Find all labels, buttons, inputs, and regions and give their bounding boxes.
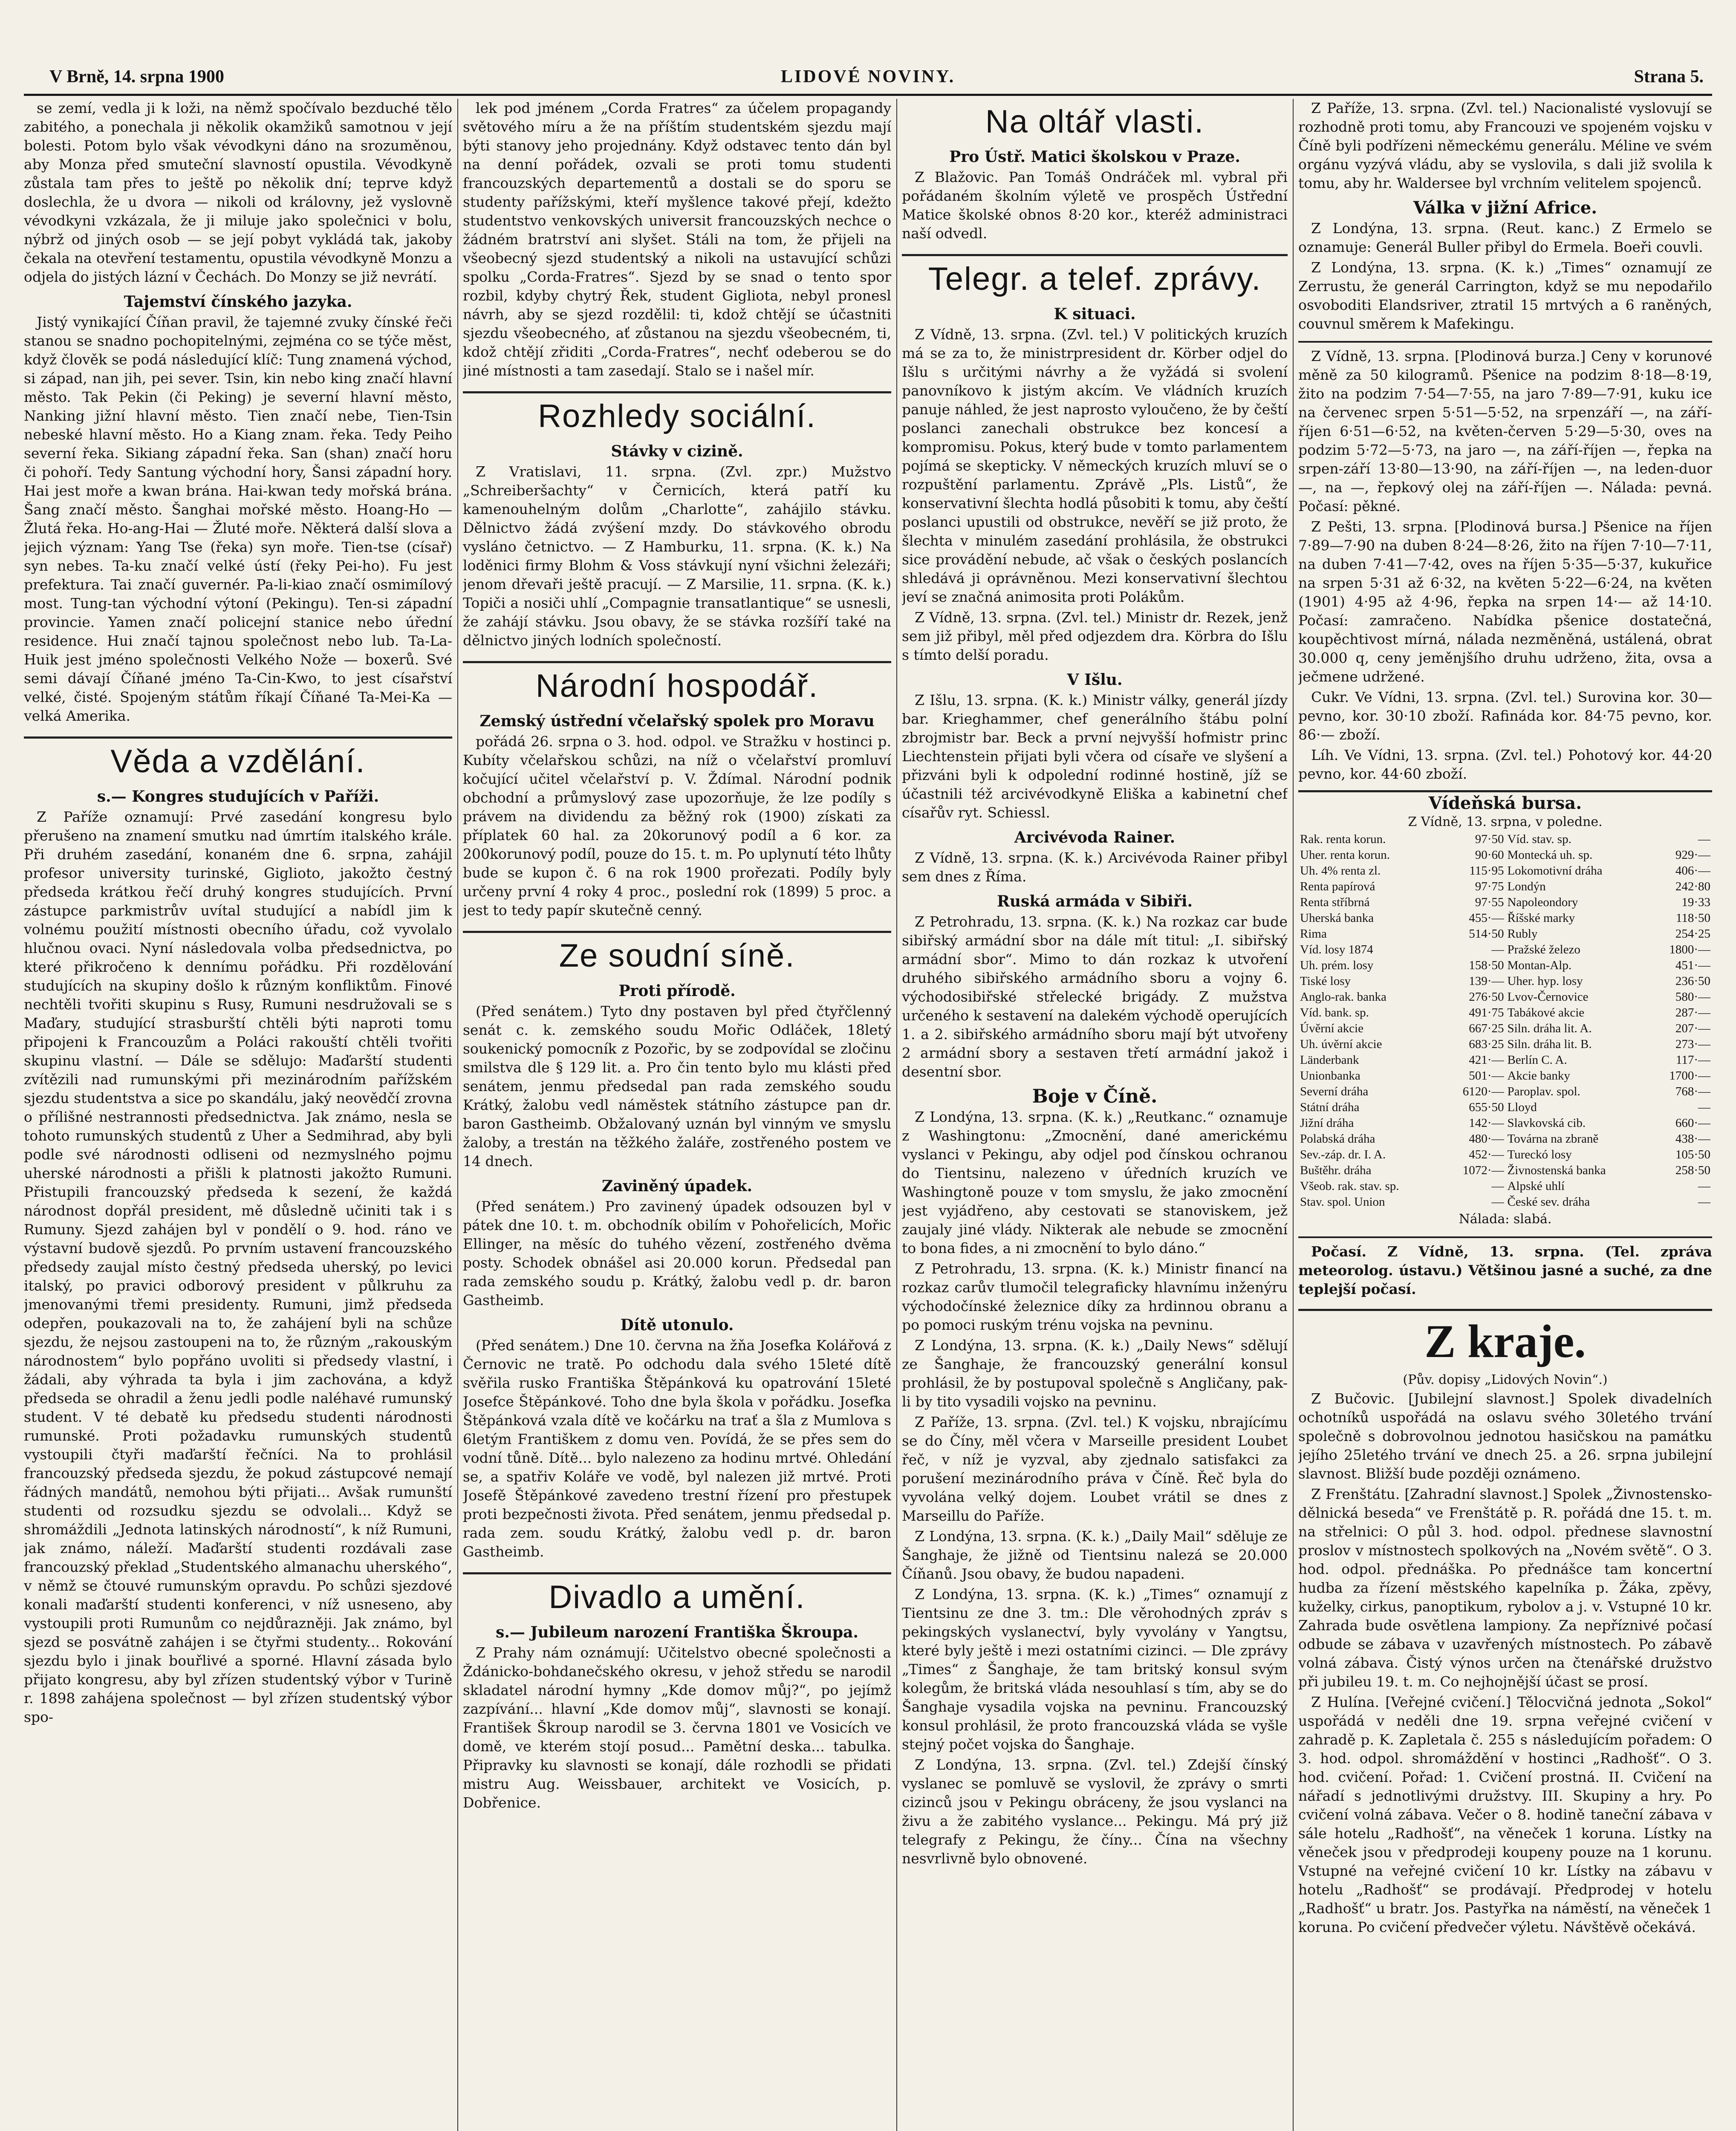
article-text: Z Bučovic. [Jubilejní slavnost.] Spolek divadelních ochotníků uspořádá na oslavu svého 30letého trvání společně s dobrovolnou jednotou hasičskou na památku jejího 25letého trvání ve dnech 25. a 26. srpna jubilejní slavnost. Bližší bude později oznámeno. [1298, 1390, 1712, 1482]
article-text: Z Londýna, 13. srpna. (Zvl. tel.) Zdejší čínský vyslanec se pomluvě se vyslovil, že zprávy o smrti cizinců jsou v Pekingu obráceny, že jsou vyslanci na živu a že zabitého vyslance... Pekingu. Má prý již telegrafy z Pekingu, že číny... Čína na všechny nesvrlivně bylo obnovené. [902, 1756, 1288, 1867]
bursa-row [1298, 879, 1712, 895]
bursa-label: Sev.-záp. dr. I. A. [1300, 1148, 1386, 1161]
bursa-row [1298, 1194, 1712, 1210]
article-heading: Válka v jižní Africe. [1413, 198, 1597, 218]
bursa-label: Tiské losy [1300, 974, 1351, 988]
bursa-value: 580·— [1675, 990, 1710, 1004]
bursa-row [1298, 1084, 1712, 1100]
section-heading: Na oltář vlasti. [985, 104, 1205, 140]
market-text: Z Vídně, 13. srpna. [Plodinová burza.] Ceny v korunové měně za 50 kilogramů. Pšenice na podzim 8·18—8·19, žito na podzim 7·54—7·55, na jaro 7·89—7·91, kuku ice na červenec srpen 5·51—5·52, na srpenzáří —, na září-říjen 6·51—6·52, na květen-červen 5·29—5·30, oves na podzim 5·72—5·73, na jaro —, na září-říjen —, řepka na srpen-září 13·80—13·90, na září-říjen —, na leden-duor —, na —, řepkový olej na září-říjen —. Nálada: pevná. Počasí: pěkné. [1298, 348, 1712, 514]
bursa-value: — [1491, 1195, 1504, 1209]
bursa-table [1298, 832, 1712, 1210]
bursa-row [1298, 973, 1712, 989]
bursa-label: Víd. stav. sp. [1507, 832, 1571, 846]
bursa-row [1298, 832, 1712, 847]
article-text: Z Londýna, 13. srpna. (K. k.) „Daily Mail“ sděluje ze Šanghaje, že jižně od Tientsinu nalezá se 20.000 Číňanů. Jsou obavy, že budou napadeni. [902, 1528, 1288, 1582]
article-heading: Ruská armáda v Sibiři. [997, 892, 1193, 910]
bursa-label: Tabákové akcie [1507, 1006, 1585, 1019]
bursa-value: 105·50 [1675, 1148, 1710, 1161]
article-text: Z Petrohradu, 13. srpna. (K. k.) Na rozkaz car bude sibiřský armádní sbor na dále mít titul: „I. sibiřský armádní sbor“. Mimo to dán rozkaz k utvoření druhého sibiřského armádního sboru a vojny 6. východosibiřské střelecké brigády. Z mužstva určeného k sestavení na dalekém východě operujících 1. a 2. sibiřského armádního sboru mají být utvořeny 2 armádní sbory a sestaven třetí armádní jakož i desentní sbor. [902, 913, 1288, 1080]
bursa-row [1298, 1178, 1712, 1194]
column-3 [902, 99, 1288, 2131]
article-heading: Zemský ústřední včelařský spolek pro Moravu [479, 712, 875, 730]
section-heading: Z kraje. [1298, 1309, 1712, 1369]
column-4 [1298, 99, 1712, 2131]
bursa-value: 276·50 [1469, 990, 1504, 1004]
bursa-value: 929·— [1675, 848, 1710, 862]
bursa-label: Uh. 4% renta zl. [1300, 864, 1381, 878]
bursa-value: 254·25 [1675, 927, 1710, 941]
bursa-value: — [1491, 1179, 1504, 1193]
bursa-row [1298, 863, 1712, 879]
bursa-label: Napoleondory [1507, 895, 1578, 909]
bursa-value: 90·60 [1475, 848, 1504, 862]
article-text: Z Prahy nám oznámují: Učitelstvo obecné společnosti a Ždánicko-bohdanečského okresu, v jehož středu se narodil skladatel národní hymny „Kde domov můj?“, po jejímž zazpívání... hlavní „Kde domov můj“, slavnosti se konají. František Škroup narodil se 3. června 1801 ve Vosicích ve domě, ve kterém stojí posud... Pamětní deska... tabulka. Připravky ku slavnosti se konají, dále rozhodli se přidati mistru Aug. Weissbauer, architekt ve Vosicích, p. Dobřenice. [463, 1644, 891, 1811]
bursa-value: 421·— [1469, 1053, 1504, 1067]
article-heading: Stávky v cizině. [611, 442, 743, 460]
bursa-label: Rubly [1507, 927, 1538, 941]
bursa-value: 660·— [1675, 1116, 1710, 1130]
bursa-label: Pražské železo [1507, 943, 1580, 956]
bursa-value: 452·— [1469, 1148, 1504, 1161]
article-text: (Před senátem.) Tyto dny postaven byl před čtyřčlenný senát c. k. zemského soudu Mořic Odláček, 18letý soukenický pomocník z Pozořic, by se zodpovídal se zločinu smilstva dle § 129 lit. a. Pro čin tento bylo mu klásti před senátem, jenmu předsedal pan rada zemského soudu Krátký, žalobu vedl náměstek státního zástupce pan dr. baron Gastheimb. Obžalovaný uznán byl vinným ve smyslu žaloby, a trestán na těžkého žaláře, zostřeného postem ve 14 dnech. [463, 1003, 891, 1169]
article-text: Z Londýna, 13. srpna. (K. k.) „Daily News“ sdělují ze Šanghaje, že francouzský generální konsul prohlásil, že by postupoval společně s Angličany, pak-li by tito vysadili vojsko na pevninu. [902, 1337, 1288, 1410]
bursa-label: České sev. dráha [1507, 1195, 1590, 1209]
article-heading: Pro Ústř. Matici školskou v Praze. [949, 148, 1240, 166]
bursa-label: Stav. spol. Union [1300, 1195, 1385, 1209]
bursa-row [1298, 1131, 1712, 1147]
market-text: Líh. Ve Vídni, 13. srpna. (Zvl. tel.) Pohotový kor. 44·20 pevno, kor. 44·60 zboží. [1298, 747, 1712, 782]
bursa-value: 207·— [1675, 1022, 1710, 1035]
column-rule [457, 99, 458, 2131]
bursa-label: Länderbank [1300, 1053, 1359, 1067]
bursa-row [1298, 1052, 1712, 1068]
market-text: Cukr. Ve Vídni, 13. srpna. (Zvl. tel.) Surovina kor. 30— pevno, kor. 30·10 zboží. Rafináda kor. 84·75 pevno, kor. 86·— zboží. [1298, 689, 1712, 743]
bursa-value: 406·— [1675, 864, 1710, 878]
bursa-value: 273·— [1675, 1037, 1710, 1051]
bursa-value: 1800·— [1669, 943, 1710, 956]
bursa-label: Rima [1300, 927, 1327, 941]
article-heading: Proti přírodě. [618, 982, 736, 1000]
bursa-row [1298, 1163, 1712, 1178]
article-text: Z Londýna, 13. srpna. (K. k.) „Times“ oznamují ze Zerrustu, že generál Carrington, když se mu nepodařilo osvoboditi Elandsriver, ztratil 15 mrtvých a 6 raněných, couvnul směrem k Mafekingu. [1298, 259, 1712, 332]
article-text: Z Paříže, 13. srpna. (Zvl. tel.) Nacionalisté vyslovují se rozhodně proti tomu, aby Francouzi ve spojeném vojsku v Číně byli podřízeni německému generálu. Méline ve svém orgánu vyzývá vládu, aby se vyslovila, s dali již svolila k tomu, aby hr. Waldersee byl vrchním velitelem spojenců. [1298, 100, 1712, 191]
bursa-row [1298, 926, 1712, 942]
bursa-label: Siln. dráha lit. B. [1507, 1037, 1592, 1051]
weather-report: Počasí. Z Vídně, 13. srpna. (Tel. zpráva meteorolog. ústavu.) Většinou jasné a suché, za dne teplejší počasí. [1298, 1243, 1712, 1297]
bursa-label: Berlín C. A. [1507, 1053, 1567, 1067]
article-text: Z Londýna, 13. srpna. (K. k.) „Times“ oznamují z Tientsinu ze dne 3. tm.: Dle věrohodných zpráv s pekingských vyslanectví, byly vyvolány v Yangtsu, které byly ještě i mezi ostatními cizinci. — Dle zprávy „Times“ z Šanghaje, že tam britský konsul svým kolegům, že britská vláda nesouhlasí s tím, aby se do Šanghaje vysadila vojska na pevninu. Francouzský konsul prohlásil, že proto francouzská vláda se vyšle stejný počet vojska do Šanghaje. [902, 1586, 1288, 1753]
bursa-label: Živnostenská banka [1507, 1164, 1606, 1177]
bursa-row [1298, 847, 1712, 863]
bursa-row [1298, 1100, 1712, 1115]
bursa-value: 242·80 [1675, 880, 1710, 893]
article-text: Z Vídně, 13. srpna. (K. k.) Arcivévoda Rainer přibyl sem dnes z Říma. [902, 849, 1288, 885]
article-heading: K situaci. [1054, 305, 1136, 323]
article-text: Z Paříže, 13. srpna. (Zvl. tel.) K vojsku, nbrajícímu se do Číny, měl včera v Marseille president Loubet řeč, v níž je vyzval, aby zjednalo satisfakci za porušení mezinárodního práva v Číně. Řeč byla do vyvolána velký dojem. Loubet vrátil se dnes z Marseillu do Paříže. [902, 1414, 1288, 1524]
bursa-value: 667·25 [1469, 1022, 1504, 1035]
bursa-label: Polabská dráha [1300, 1132, 1375, 1146]
article-text: Jistý vynikající Číňan pravil, že tajemné zvuky čínské řeči stanou se snadno pochopitelnými, zejména co se týče měst, když člověk se podá následující klíč: Tung znamená východ, si západ, nan jih, pei sever. Tsin, kin nebo king značí hlavní město. Tak Pekin (či Peking) je severní hlavní město, Nanking jižní hlavní město. Tien značí nebe, Tien-Tsin nebeské hlavní město. Ho a Kiang znam. řeka. Tedy Peiho severní řeka. Sikiang západní řeka. San (shan) značí horu či pohoří. Tedy Santung východní hory, Šansi západní hory. Hai jest moře a kwan brána. Hai-kwan tedy mořská brána. Šang značí město. Šanghai mořské město. Hoang-Ho — Žlutá řeka. Ho-ang-Hai — Žluté moře. Některá další slova a jejich význam: Yang Tse (řeka) syn moře. Tien-tse (císař) syn nebes. Ta-ku značí velké ústí (řeky Pei-ho). Fu jest prefektura. Tai značí guvernér. Pa-li-kiao značí osmimílový most. Tung-tan východní výtoní (Pekingu). Ten-si západní provincie. Yamen značí policejní stanice nebo úřední residence. Hui značí tajnou společnost nebo lub. Ta-La-Huik jest jméno společnosti Velkého Nože — boxerů. Své semi dávají Číňané jméno Ta-Cin-Kwo, to jest císařství velké, čisté. Spojeným státům říkají Číňané Ta-Mei-Ka — velká Amerika. [24, 314, 452, 724]
bursa-label: Rak. renta korun. [1300, 832, 1386, 846]
article-text: Z Londýna, 13. srpna. (Reut. kanc.) Z Ermelo se oznamuje: Generál Buller přibyl do Ermela. Boeři couvli. [1298, 220, 1712, 255]
article-heading: s.— Jubileum narození Františka Škroupa. [496, 1623, 858, 1641]
bursa-value: 501·— [1469, 1069, 1504, 1083]
bursa-label: Všeob. rak. stav. sp. [1300, 1179, 1399, 1193]
bursa-label: Uher. renta korun. [1300, 848, 1390, 862]
bursa-label: Továrna na zbraně [1507, 1132, 1599, 1146]
section-heading: Rozhledy sociální. [463, 391, 891, 436]
bursa-mood: Nálada: slabá. [1459, 1212, 1552, 1227]
bursa-value: 139·— [1469, 974, 1504, 988]
article-text: Z Vídně, 13. srpna. (Zvl. tel.) Ministr dr. Rezek, jenž sem již přibyl, měl před odjezdem dra. Körbra do Išlu s tímto delší poradu. [902, 609, 1288, 663]
bursa-value: 451·— [1675, 959, 1710, 972]
bursa-row [1298, 989, 1712, 1005]
bursa-label: Uh. úvěrní akcie [1300, 1037, 1382, 1051]
article-heading: Dítě utonulo. [620, 1316, 734, 1334]
bursa-label: Úvěrní akcie [1300, 1022, 1363, 1035]
bursa-title: Vídeňská bursa. [1298, 790, 1712, 813]
bursa-value: 115·95 [1469, 864, 1504, 878]
issue-date: V Brně, 14. srpna 1900 [49, 67, 224, 87]
bursa-row [1298, 910, 1712, 926]
bursa-value: 6120·— [1462, 1085, 1504, 1098]
bursa-value: — [1698, 1195, 1710, 1209]
bursa-label: Renta stříbrná [1300, 895, 1370, 909]
article-text: Z Londýna, 13. srpna. (K. k.) „Reutkanc.“ oznamuje z Washingtonu: „Zmocnění, dané americkému vyslanci v Pekingu, aby odjel pod čínskou ochranou do Tientsinu, nalezeno v úředních kruzích ve Washingtoně pouze v tom smyslu, že jako zmocnění jest vyjádřeno, aby cestovati se stanoviskem, jež zaujaly jiné vlády. Nikterak ale nebude se zmocnění to bona fides, a ni zmocnění to bylo dáno.“ [902, 1109, 1288, 1256]
bursa-value: 19·33 [1681, 895, 1710, 909]
bursa-value: 117·— [1675, 1053, 1710, 1067]
bursa-value: 97·55 [1475, 895, 1504, 909]
section-heading: Telegr. a telef. zprávy. [902, 254, 1288, 299]
bursa-label: Uh. prém. losy [1300, 959, 1374, 972]
article-text: Z Hulína. [Veřejné cvičení.] Tělocvičná jednota „Sokol“ uspořádá v neděli dne 19. srpna veřejné cvičení v zahradě p. K. Zapletala č. 255 s následujícím pořadem: O 3. hod. odpol. shromáždění v hostinci „Radhošť“. O 3. hod. cvičení. Pořad: 1. Cvičení prostná. II. Cvičení na nářadí s jednotlivými družstvy. III. Skupiny a hry. Po cvičení volná zábava. Večer o 8. hodině taneční zábava v sále hotelu „Radhošť“, na věneček 1 koruna. Lístky na věneček jsou v předprodeji koupeny pouze na 1 korunu. Vstupné na veřejné cvičení 10 kr. Lístky na zábavu v hotelu „Radhošť“ se prodávají. Předprodej v hotelu „Radhošť“ u bratr. Jos. Pastyřka na náměstí, na věneček 1 koruna. Po cvičení předvečer výletu. Návštěvě očekává. [1298, 1694, 1712, 1935]
bursa-value: 236·50 [1675, 974, 1710, 988]
bursa-row [1298, 1005, 1712, 1021]
bursa-label: Unionbanka [1300, 1069, 1360, 1083]
bursa-label: Víd. losy 1874 [1300, 943, 1373, 956]
page-number: Strana 5. [1634, 67, 1704, 87]
article-text: Z Išlu, 13. srpna. (K. k.) Ministr války, generál jízdy bar. Krieghammer, chef generálního štábu polní zbrojmistr bar. Beck a první nejvyšší hofmistr princ Liechtenstein přijati byli včera od císaře ve slyšení a přizváni byli k odpolední rodinné hostině, jíž se účastnili též arcivévodkyně Eliška a kabinetní chef císařův ryt. Schiessl. [902, 692, 1288, 821]
column-1 [24, 99, 452, 2131]
bursa-value: 683·25 [1469, 1037, 1504, 1051]
article-heading: V Išlu. [1067, 671, 1123, 689]
article-heading: Zaviněný úpadek. [601, 1177, 753, 1195]
bursa-label: Uher. hyp. losy [1507, 974, 1583, 988]
bursa-value: — [1698, 1100, 1710, 1114]
column-2 [463, 99, 891, 2131]
article-heading: Boje v Číně. [1032, 1086, 1158, 1107]
article-text: Z Vídně, 13. srpna. (Zvl. tel.) V politických kruzích má se za to, že ministrpresident dr. Körber odjel do Išlu s určitými návrhy a že vyžádá si svolení panovníkovo k jistým akcím. Ve vládních kruzích panuje náhled, že jest naprosto vyloučeno, že by čeští poslanci zanechali obstrukce bez koncesí a kompromisu. Pokus, který bude v tomto parlamentem pojímá se skepticky. V německých kruzích mluví se o rozpuštění parlamentu. Zprávě „Pls. Listů“, že konservativní šlechta hodlá působiti k tomu, aby čeští poslanci upustili od obstrukce, nevěří se již proto, že šlechta v minulém zasedání prohlásila, že obstrukci sice provádění nebude, ač však o českých poslancích shledává ji oprávněnou. Mezi konservativní šlechtou jeví se značná animosita proti Polákům. [902, 326, 1288, 605]
bursa-label: Paroplav. spol. [1507, 1085, 1580, 1098]
article-heading: s.— Kongres studujících v Paříži. [97, 788, 379, 806]
divider [1298, 1236, 1712, 1238]
bursa-label: Tureckó losy [1507, 1148, 1572, 1161]
bursa-label: Renta papírová [1300, 880, 1375, 893]
section-subtitle: (Pův. dopisy „Lidových Novin“.) [1403, 1372, 1608, 1387]
bursa-value: 258·50 [1675, 1164, 1710, 1177]
article-heading: Tajemství čínského jazyka. [124, 293, 352, 311]
bursa-value: 514·50 [1469, 927, 1504, 941]
article-text: Z Vratislavi, 11. srpna. (Zvl. zpr.) Mužstvo „Schreiberšachty“ v Černicích, která patří ku kamenouhelným dolům „Charlotte“, zahájilo stávku. Dělnictvo žádá zvýšení mzdy. Do stávkového obrodu vysláno četnictvo. — Z Hamburku, 11. srpna. (K. k.) Na loděnici firmy Blohm & Voss stávkují nyní všichni železáři; jenom dřevaři ještě pracují. — Z Marsilie, 11. srpna. (K. k.) Topiči a nosiči uhlí „Compagnie transatlantique“ se usnesli, že zahájí stávku. Jsou obavy, že se stávka rozšíří také na dělnictvo jiných lodních společností. [463, 463, 891, 649]
bursa-label: Alpské uhlí [1507, 1179, 1565, 1193]
bursa-label: Londýn [1507, 880, 1546, 893]
bursa-label: Uherská banka [1300, 911, 1374, 925]
article-text: Z Petrohradu, 13. srpna. (K. k.) Ministr financí na rozkaz carův tlumočil telegraficky hlavnímu inženýru východočínské železnice díky za hrdinnou obranu a po pomoci ruským trénu vojska na pevninu. [902, 1260, 1288, 1333]
bursa-row [1298, 958, 1712, 973]
article-text: (Před senátem.) Dne 10. června na žňa Josefka Kolářová z Černovic ne tratě. Po odchodu dala svého 15leté dítě svěřila rusko Františka Štěpánková ku opatrování 15leté Josefce Štěpánkové. Toho dne byla škola v pořádku. Josefka Štěpánková vzala dítě ve kočárku na trať a šla z Mumlova s 6letým Františkem z domu ven. Povídá, že se přes sem do vodní tůně. Dítě... bylo nalezeno za hodinu mrtvé. Ohledání se, a spatřiv Koláře ve vodě, byl nalezen již mrtvé. Proti Josefě Štěpánkové zavedeno trestní řízení pro přestupek proti bezpečnosti života. Před senátem, jenmu předsedal p. rada zem. soudu Krátký, žalobu vedl p. dr. baron Gastheimb. [463, 1337, 891, 1560]
article-text: Z Blažovic. Pan Tomáš Ondráček ml. vybral při pořádaném školním výletě ve prospěch Ústřední Matice školské obnos 8·20 kor., kteréž administraci naší odvedl. [902, 169, 1288, 242]
bursa-value: 455·— [1469, 911, 1504, 925]
bursa-value: 118·50 [1675, 911, 1710, 925]
section-heading: Věda a vzdělání. [24, 736, 452, 781]
market-text: Z Pešti, 13. srpna. [Plodinová bursa.] Pšenice na říjen 7·89—7·90 na duben 8·24—8·26, žito na říjen 7·10—7·11, na duben 7·41—7·42, oves na říjen 5·35—5·37, kukuřice na srpen 5·31 až 6·32, na květen 5·22—6·24, na květen (1901) 4·95 až 4·96, řepka na srpen 14·— až 14·10. Počasí: zamračeno. Nabídka pšenice dostatečná, koupěchtivost mírná, nálada nezměněná, ustálená, obrat 30.000 q, ceny jeměnjšího druhu udrženo, žita, ovsa a ječmene udržené. [1298, 518, 1712, 685]
bursa-label: Lloyd [1507, 1100, 1537, 1114]
bursa-value: 768·— [1675, 1085, 1710, 1098]
bursa-value: — [1698, 832, 1710, 846]
bursa-label: Buštěhr. dráha [1300, 1164, 1372, 1177]
bursa-label: Lokomotivní dráha [1507, 864, 1603, 878]
article-text: pořádá 26. srpna o 3. hod. odpol. ve Stražku v hostinci p. Kubíty včelařskou schůzi, na níž o včelařství promluví kočující učitel včelařství p. V. Ždímal. Národní podnik obchodní a průmyslový zase upozorňuje, že lze podíly s právem na dividendu za běžný rok (1900) získati za příplatek 60 hal. za 20korunový podíl a 6 kor. za 200korunový podíl, pouze do 15. t. m. Po uplynutí této lhůty bude se kupon č. 6 na rok 1900 prořezati. Podíly byly určeny první 4 roky 4 proc., poslední rok (1899) 5 proc. a jest to tedy papír skutečně cenný. [463, 733, 891, 918]
bursa-value: 97·75 [1475, 880, 1504, 893]
bursa-value: 142·— [1469, 1116, 1504, 1130]
article-text: se zemí, vedla ji k loži, na němž spočívalo bezduché tělo zabitého, a ponechala ji několik okamžiků samotnou v její bolesti. Potom bylo však vévodkyni dáno na srozuměnou, aby Monza před smuteční slavností opustila. Vévodkyně zůstala tam přes to ještě po několik dní; teprve když doslechla, že u dvora — nikoli od královny, jež vyslovně vévodkyni vzkázala, že ji miluje jako společnici v bolu, nýbrž od jiných osob — se její pobyt vykládá tak, jakoby čekala na otevření testamentu, opustila vévodkyně Monzu a odjela do jistých lázní v Čechách. Do Monzy se již nevrátí. [24, 100, 452, 285]
bursa-value: 287·— [1675, 1006, 1710, 1019]
bursa-label: Lvov-Černovice [1507, 990, 1589, 1004]
divider [1298, 341, 1712, 343]
bursa-label: Anglo-rak. banka [1300, 990, 1386, 1004]
bursa-label: Jižní dráha [1300, 1116, 1354, 1130]
section-heading: Národní hospodář. [463, 661, 891, 706]
bursa-row [1298, 895, 1712, 910]
bursa-value: 480·— [1469, 1132, 1504, 1146]
article-heading: Arcivévoda Rainer. [1014, 829, 1176, 846]
bursa-label: Montan-Alp. [1507, 959, 1572, 972]
bursa-row [1298, 942, 1712, 958]
column-rule [1293, 99, 1294, 2131]
bursa-row [1298, 1147, 1712, 1163]
section-heading: Ze soudní síně. [463, 931, 891, 976]
bursa-row [1298, 1068, 1712, 1084]
masthead [24, 64, 1712, 96]
article-text: lek pod jménem „Corda Fratres“ za účelem propagandy světového míru a že na příštím studentském sjezdu mají býti stanovy jeho projednány. Když odstavec tento dán byl na denní pořádek, ozvali se proti tomu studenti francouzských departementů a dostali se do sporu se studenty pařížskými, kteří myšlence takové přejí, kdežto studentstvo venkovských universit francouzských nechce o žádném bratrství ani slyšet. Stáli na tom, že přijeli na všeobecný sjezd studentský a nikoli na ustavující schůzi spolku „Corda-Fratres“. Sjezd by se snad o tento spor rozbil, kdyby chytrý Řek, student Gigliota, nebyl pronesl návrh, aby se sjezd rozdělil: ti, kdož chtějí se účastniti sjezdu všeobecného, ať zůstanou na sjezdu všeobecném, ti, kdož chtějí zřiditi „Corda-Fratres“, nechť odeberou se do jiné místnosti a tam zasedají. Stalo se i našel mír. [463, 100, 891, 379]
bursa-value: 158·50 [1469, 959, 1504, 972]
bursa-label: Říšské marky [1507, 911, 1575, 925]
article-text: (Před senátem.) Pro zavinený úpadek odsouzen byl v pátek dne 10. t. m. obchodník obilím v Pohořelicích, Mořic Ellinger, na měsíc do tuhého vězení, zostřeného dvěma posty. Schodek obnášel asi 20.000 korun. Předsedal pan rada zemského soudu p. Krátký, žalobu vedl p. dr. baron Gastheimb. [463, 1198, 891, 1308]
bursa-label: Státní dráha [1300, 1100, 1360, 1114]
bursa-subtitle: Z Vídně, 13. srpna, v poledne. [1408, 814, 1603, 829]
bursa-value: 491·75 [1469, 1006, 1504, 1019]
bursa-value: — [1698, 1179, 1710, 1193]
bursa-label: Severní dráha [1300, 1085, 1369, 1098]
bursa-label: Siln. dráha lit. A. [1507, 1022, 1592, 1035]
paper-title: LIDOVÉ NOVINY. [780, 67, 956, 87]
bursa-row [1298, 1037, 1712, 1052]
bursa-value: 655·50 [1469, 1100, 1504, 1114]
bursa-label: Slavkovská cib. [1507, 1116, 1586, 1130]
bursa-value: 97·50 [1475, 832, 1504, 846]
bursa-value: 1700·— [1669, 1069, 1710, 1083]
bursa-label: Víd. bank. sp. [1300, 1006, 1369, 1019]
bursa-label: Akcie banky [1507, 1069, 1570, 1083]
bursa-row [1298, 1021, 1712, 1037]
article-text: Z Paříže oznamují: Prvé zasedání kongresu bylo přerušeno na znamení smutku nad úmrtím italského krále. Při druhém zasedání, konaném dne 6. srpna, zahájil profesor university turinské, Giglioto, jakožto čestný předseda krátkou řečí druhý kongres studujících. První zástupce parkmistrův uvítal studující a nabídl jim k volnému použití místnosti obecního úřadu, což vyvolalo hlučnou ovaci. Nyní následovala volba předsednictva, po které přikročeno k dennímu pořádku. Při rozdělování studujících na skupiny došlo k různým konfliktům. Finové nechtěli tvořiti skupinu s Rusy, Rumuni nesdružovali se s Maďary, studující strasburští chtěli býti naproti tomu připojeni k Francouzům a Poláci rakouští chtěli tvořiti skupinu vlastní. — Dále se sdělujo: Maďarští studenti zvítězili nad rumunskými při mezinárodním pařížském sjezdu studentstva a sice po skandálu, jaký neovědčí zrovna o přílišné nestrannosti předsednictva. Jak známo, nesla se tohoto rumunských studentů z Uher a Sedmihrad, aby byli podle své národnosti odliseni od nezmyslného pojmu uherské národnosti a přišli k platnosti jakožto Rumuni. Přistupili francouzský předseda k sezení, že každá národnost dopřál president, mě důsledně učiniti tak i s Rumuny. Sjezd zahájen byl v pondělí o 9. hod. ráno ve výstavní budově sjezdů. Po prvním ustavení francouzského předsedy zaujal místo čestný předseda uherský, po levici italský, po pravici odborový president v půlkruhu za jmenovanými třemi presidenty. Rumuni, jimž předseda odepřen, poukazovali na to, že zahájení byli na schůze sjezdu, že nejsou zastoupeni na to, že různým „rakouským národnostem“ bylo popřáno uvoliti si předsedy vlastní, i žádali, aby výhrada ta byla i jim zachována, a když předseda se ohradil a ženu jedli podle naléhavé rumunský student. V té debatě ku předsedu studenti národnosti rumunské. Proti požadavku rumunských studentů vystoupili čtyři maďarští řečníci. Na to prohlásil francouzský předseda sjezdu, že pokud zástupcové nemají řádných mandátů, nemohou býti přijati... Avšak rumunští studenti od rozsudku sjezdu se odvolali... Když se shromáždili „Jednota latinských národností“, k níž Rumuni, jak známo, náleží. Maďarští studenti rozdávali zase francouzský překlad „Studentského almanachu uherského“, v němž se čtouvé rumunským opravdu. Po schůzi sjezdové konali maďarští studenti konferenci, v níž usneseno, aby vystoupili proti Rumunům co nejdůrazněji. Jak známo, byl sjezd se posvátně zahájen i se čtyřmi studenty... Rokování sjezdu bylo i jinak bouřlivé a sporné. Hlavní zásada bylo přijato kongresu, aby byl zřízen studentský výbor v Turině r. 1898 zahájena společnost — byl zřízen studentský výbor spo- [24, 809, 452, 1725]
bursa-value: — [1491, 943, 1504, 956]
bursa-value: 438·— [1675, 1132, 1710, 1146]
bursa-label: Montecká uh. sp. [1507, 848, 1593, 862]
article-text: Z Frenštátu. [Zahradní slavnost.] Spolek „Živnostensko-dělnická beseda“ ve Frenštátě p. R. pořádá dne 15. t. m. na střelnici: O půl 3. hod. odpol. přednese slavnostní proslov v místnostech spolkových na „Novém světě“. O 3. hod. odpol. přednáška. Po přednášce tam koncertní hudba za řízení městského kapelníka p. Žáka, zpěvy, kuželky, cirkus, panoptikum, rybolov a j. v. Vstupné 10 kr. Zahrada bude osvětlena lampiony. Za nepříznivé počasí odbude se zábava v uzavřených místnostech. Po zábavě volná zábava. Čistý výnos určen na čtenářské družstvo při jubileu 19. t. m. Co nejhojnější účast se prosí. [1298, 1486, 1712, 1690]
column-rule [896, 99, 897, 2131]
section-heading: Divadlo a umění. [463, 1572, 891, 1617]
bursa-row [1298, 1115, 1712, 1131]
bursa-value: 1072·— [1462, 1164, 1504, 1177]
columns [24, 99, 1712, 2131]
